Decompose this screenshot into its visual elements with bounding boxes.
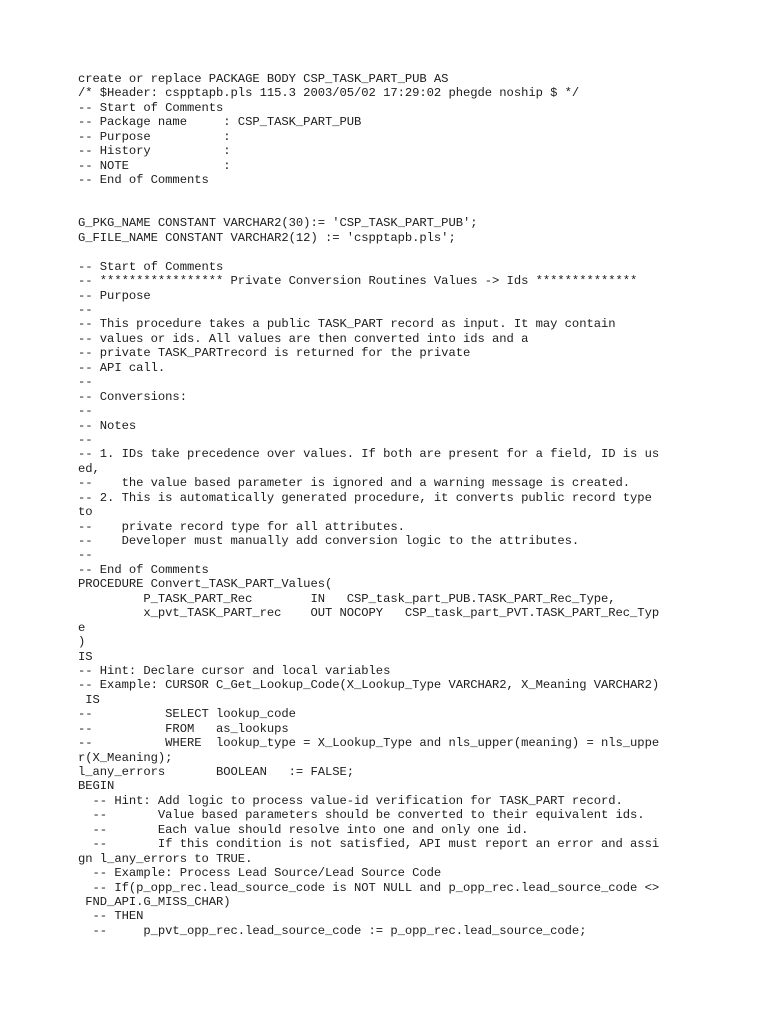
code-line: -- THEN bbox=[78, 909, 144, 924]
code-line: -- private TASK_PARTrecord is returned for the private bbox=[78, 346, 471, 361]
code-line: -- End of Comments bbox=[78, 173, 209, 188]
code-line: x_pvt_TASK_PART_rec OUT NOCOPY CSP_task_part_PVT.TASK_PART_Rec_Typ bbox=[78, 606, 660, 621]
code-line: -- Value based parameters should be converted to their equivalent ids. bbox=[78, 808, 645, 823]
code-line: P_TASK_PART_Rec IN CSP_task_part_PUB.TASK_PART_Rec_Type, bbox=[78, 591, 616, 606]
code-line: -- bbox=[78, 404, 93, 419]
code-line: -- This procedure takes a public TASK_PART record as input. It may contain bbox=[78, 317, 616, 332]
code-line: -- Each value should resolve into one and only one id. bbox=[78, 822, 529, 837]
code-line: -- Example: Process Lead Source/Lead Source Code bbox=[78, 866, 442, 881]
code-line: -- Start of Comments bbox=[78, 259, 224, 274]
code-line: -- Developer must manually add conversion logic to the attributes. bbox=[78, 534, 580, 548]
plsql-source-code bbox=[78, 72, 698, 938]
code-line: -- Hint: Declare cursor and local variables bbox=[78, 663, 391, 678]
code-line: -- 1. IDs take precedence over values. If both are present for a field, ID is us bbox=[78, 447, 660, 462]
code-line: l_any_errors BOOLEAN := FALSE; bbox=[78, 765, 355, 779]
code-line: -- Package name : CSP_TASK_PART_PUB bbox=[78, 115, 362, 130]
code-line: -- Example: CURSOR C_Get_Lookup_Code(X_Lookup_Type VARCHAR2, X_Meaning VARCHAR2) bbox=[78, 678, 660, 693]
code-line: -- SELECT lookup_code bbox=[78, 707, 296, 722]
code-line: -- values or ids. All values are then converted into ids and a bbox=[78, 331, 529, 346]
code-line: IS bbox=[78, 692, 100, 707]
code-line: e bbox=[78, 620, 86, 635]
code-line: -- If(p_opp_rec.lead_source_code is NOT NULL and p_opp_rec.lead_source_code <> bbox=[78, 880, 660, 895]
code-line: -- Purpose bbox=[78, 288, 151, 303]
code-line: -- bbox=[78, 375, 93, 390]
code-line: PROCEDURE Convert_TASK_PART_Values( bbox=[78, 577, 333, 592]
code-line: G_PKG_NAME CONSTANT VARCHAR2(30):= 'CSP_TASK_PART_PUB'; bbox=[78, 216, 478, 231]
blank-line bbox=[78, 245, 698, 259]
code-line: ) bbox=[78, 635, 86, 650]
code-line: -- Conversions: bbox=[78, 389, 187, 404]
code-line: IS bbox=[78, 649, 93, 664]
code-line: -- FROM as_lookups bbox=[78, 721, 289, 736]
code-line: -- ***************** Private Conversion Routines Values -> Ids ************** bbox=[78, 274, 638, 289]
code-line: -- Start of Comments bbox=[78, 100, 224, 115]
code-line: create or replace PACKAGE BODY CSP_TASK_PART_PUB AS bbox=[78, 72, 449, 86]
code-line: /* $Header: cspptapb.pls 115.3 2003/05/02 17:29:02 phegde noship $ */ bbox=[78, 86, 580, 101]
code-line: -- bbox=[78, 548, 93, 563]
code-line: -- bbox=[78, 432, 93, 447]
code-line: -- End of Comments bbox=[78, 562, 209, 577]
blank-line bbox=[78, 202, 698, 216]
code-line: BEGIN bbox=[78, 779, 115, 794]
code-line: to bbox=[78, 505, 93, 520]
code-line: -- Purpose : bbox=[78, 129, 231, 144]
code-line: -- bbox=[78, 303, 93, 317]
code-line: -- WHERE lookup_type = X_Lookup_Type and nls_upper(meaning) = nls_uppe bbox=[78, 736, 660, 751]
code-line: -- History : bbox=[78, 144, 231, 159]
code-line: -- private record type for all attributes. bbox=[78, 519, 405, 534]
code-line: G_FILE_NAME CONSTANT VARCHAR2(12) := 'cspptapb.pls'; bbox=[78, 230, 456, 245]
code-line: -- 2. This is automatically generated procedure, it converts public record type bbox=[78, 490, 652, 505]
code-line: -- p_pvt_opp_rec.lead_source_code := p_opp_rec.lead_source_code; bbox=[78, 923, 587, 938]
code-line: ed, bbox=[78, 461, 100, 476]
code-line: -- If this condition is not satisfied, API must report an error and assi bbox=[78, 837, 660, 852]
code-line: -- API call. bbox=[78, 360, 166, 375]
code-line: -- NOTE : bbox=[78, 158, 231, 173]
code-line: gn l_any_errors to TRUE. bbox=[78, 851, 253, 866]
code-line: FND_API.G_MISS_CHAR) bbox=[78, 894, 231, 909]
code-line: -- Notes bbox=[78, 418, 137, 433]
blank-line bbox=[78, 188, 698, 202]
code-line: -- Hint: Add logic to process value-id verification for TASK_PART record. bbox=[78, 793, 623, 808]
code-line: r(X_Meaning); bbox=[78, 750, 173, 765]
code-line: -- the value based parameter is ignored and a warning message is created. bbox=[78, 476, 631, 491]
